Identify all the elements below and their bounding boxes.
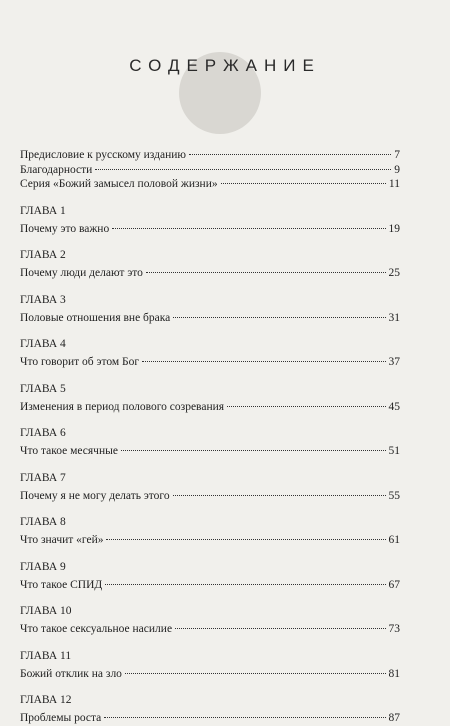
toc-entry[interactable]: [20, 489, 400, 504]
chapter-entry: [20, 293, 400, 326]
dot-leader: [106, 539, 385, 540]
toc-entry-title: Благодарности: [20, 163, 93, 176]
chapter-label: ГЛАВА 3: [20, 293, 66, 306]
chapter-entry: [20, 204, 400, 237]
toc-entry-title: Проблемы роста: [20, 712, 102, 724]
dot-leader: [112, 228, 385, 229]
toc-entry-page: 55: [388, 489, 400, 502]
chapter-entry: [20, 337, 400, 370]
chapter-entry: [20, 471, 400, 504]
toc-entry-title: Что значит «гей»: [20, 534, 104, 546]
toc-entry-title: Серия «Божий замысел половой жизни»: [20, 178, 218, 190]
toc-entry-page: 61: [388, 534, 400, 546]
chapter-label: ГЛАВА 12: [20, 694, 72, 706]
chapter-label: ГЛАВА 2: [20, 249, 66, 261]
toc-entry-page: 51: [388, 445, 400, 457]
dot-leader: [146, 272, 386, 273]
toc-entry-page: 37: [388, 356, 400, 368]
toc-entry-title: Половые отношения вне брака: [20, 311, 171, 324]
toc-entry-title: Что такое сексуальное насилие: [20, 623, 173, 635]
chapter-label: ГЛАВА 8: [20, 516, 66, 528]
dot-leader: [95, 169, 391, 170]
dot-leader: [189, 154, 391, 155]
toc-entry-title: Что такое СПИД: [20, 578, 103, 591]
chapter-label: ГЛАВА 11: [20, 649, 72, 662]
dot-leader: [125, 673, 386, 674]
toc-entry-title: Что говорит об этом Бог: [20, 356, 140, 368]
toc-entry-title: Изменения в период полового созревания: [20, 400, 225, 413]
dot-leader: [121, 450, 386, 451]
chapter-entry: [20, 426, 400, 459]
chapter-entry: [20, 649, 400, 682]
toc-entry[interactable]: [20, 667, 400, 682]
chapter-entry: [20, 560, 400, 593]
toc-entry[interactable]: [20, 177, 400, 192]
toc-entry[interactable]: [20, 163, 400, 178]
dot-leader: [175, 628, 385, 629]
heading-block: [0, 0, 450, 140]
toc-entry-title: Почему я не могу делать этого: [20, 489, 170, 502]
page-title: СОДЕРЖАНИЕ: [129, 56, 321, 75]
table-of-contents: [20, 148, 400, 726]
chapter-entry: [20, 515, 400, 548]
toc-entry[interactable]: [20, 222, 400, 237]
toc-entry-page: 73: [388, 623, 400, 635]
dot-leader: [173, 495, 386, 496]
toc-entry-page: 7: [394, 149, 400, 161]
chapter-label: ГЛАВА 4: [20, 338, 66, 350]
toc-entry-page: 81: [388, 667, 400, 680]
chapter-label: ГЛАВА 7: [20, 471, 66, 484]
toc-entry-page: 45: [388, 400, 400, 413]
toc-entry-title: Почему люди делают это: [20, 267, 143, 279]
chapter-label: ГЛАВА 10: [20, 605, 72, 617]
toc-entry[interactable]: [20, 444, 400, 459]
toc-entry[interactable]: [20, 711, 400, 726]
dot-leader: [227, 406, 385, 407]
toc-entry-page: 87: [388, 712, 400, 724]
dot-leader: [221, 183, 386, 184]
toc-entry[interactable]: [20, 266, 400, 281]
toc-entry[interactable]: [20, 355, 400, 370]
toc-entry-page: 19: [388, 222, 400, 235]
toc-entry-title: Почему это важно: [20, 222, 110, 235]
toc-entry[interactable]: [20, 311, 400, 326]
toc-entry-title: Что такое месячные: [20, 445, 118, 457]
chapter-entry: [20, 248, 400, 281]
toc-entry-page: 67: [388, 578, 400, 591]
toc-entry[interactable]: [20, 400, 400, 415]
toc-entry-page: 25: [388, 267, 400, 279]
toc-entry-page: 9: [394, 163, 400, 176]
chapter-label: ГЛАВА 1: [20, 204, 66, 217]
toc-entry-title: Предисловие к русскому изданию: [20, 149, 186, 161]
toc-entry[interactable]: [20, 148, 400, 163]
dot-leader: [173, 317, 385, 318]
dot-leader: [104, 717, 385, 718]
dot-leader: [105, 584, 385, 585]
chapter-label: ГЛАВА 5: [20, 382, 66, 395]
toc-entry-page: 11: [388, 178, 400, 190]
toc-entry[interactable]: [20, 578, 400, 593]
chapter-entry: [20, 382, 400, 415]
dot-leader: [142, 361, 385, 362]
toc-entry[interactable]: [20, 533, 400, 548]
toc-entry-page: 31: [388, 311, 400, 324]
chapter-entry: [20, 604, 400, 637]
chapter-entry: [20, 693, 400, 726]
chapter-label: ГЛАВА 6: [20, 427, 66, 439]
chapter-label: ГЛАВА 9: [20, 560, 66, 573]
toc-entry-title: Божий отклик на зло: [20, 667, 122, 680]
toc-entry[interactable]: [20, 622, 400, 637]
